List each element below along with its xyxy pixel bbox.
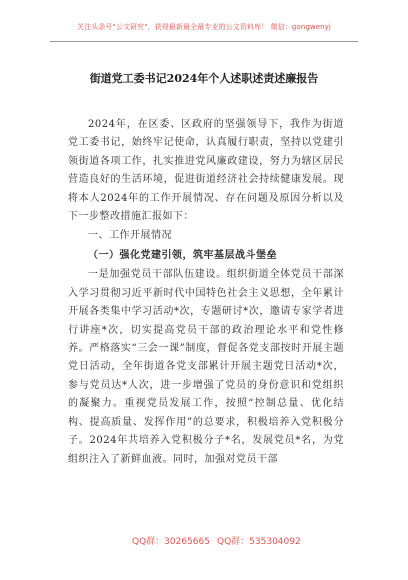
footer-qq-group-1: QQ群：30265665	[132, 537, 210, 547]
footer-qq-group-2: QQ群：535304092	[217, 537, 301, 547]
header-promo-note: 关注头条号"公文研究"，获得最新最全最专业的公文资料库！ 微信：gongwenyj	[77, 23, 331, 31]
section-heading: 一、工作开展情况	[88, 230, 172, 242]
document-title: 街道党工委书记2024年个人述职述责述廉报告	[89, 72, 319, 85]
intro-paragraph: 2024年，在区委、区政府的坚强领导下，我作为街道党工委书记，始终牢记使命，认真履行职责，坚持以党建引领街道各项工作，扎实推进党风廉政建设，努力为辖区居民营造良好的生活环境，促进街道经济社会持续健康发展。现将本人2024年的工作开展情况、存在问题及原因分析以及下一步整改措施汇报如下：	[68, 119, 344, 223]
subsection-heading: （一）强化党建引领，筑牢基层战斗堡垒	[88, 250, 277, 262]
header-divider	[50, 41, 358, 42]
document-body	[68, 116, 344, 469]
body-paragraph: 一是加强党员干部队伍建设。组织街道全体党员干部深入学习贯彻习近平新时代中国特色社会主义思想，全年累计开展各类集中学习活动*次，专题研讨*次，邀请专家学者进行讲座*次，切实提高党员干部的政治理论水平和党性修养。严格落实“三会一课”制度，督促各党支部按时开展主题党日活动，全年街道各党支部累计开展主题党日活动*次，参与党员达*人次，进一步增强了党员的身份意识和党组织的凝聚力。重视党员发展工作，按照“控制总量、优化结构、提高质量、发挥作用”的总要求，积极培养入党积极分子。2024年共培养入党积极分子*名，发展党员*名，为党组织注入了新鲜血液。同时，加强对党员干部	[68, 269, 344, 465]
